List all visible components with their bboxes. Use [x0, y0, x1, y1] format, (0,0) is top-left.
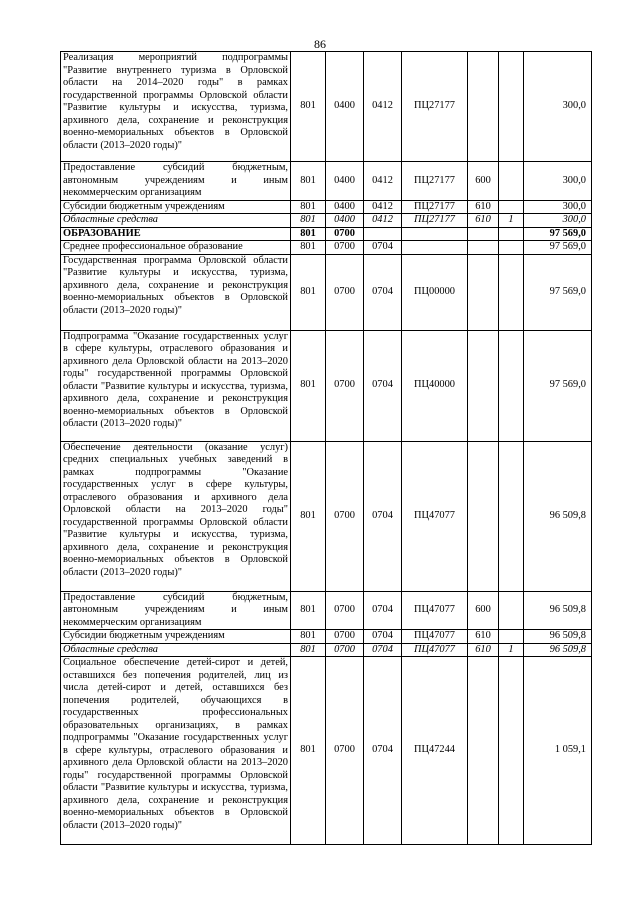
row-description: ОБРАЗОВАНИЕ — [61, 227, 291, 241]
funding-code: 1 — [499, 214, 524, 228]
ministry-code: 801 — [291, 591, 326, 630]
subsection-code: 0704 — [364, 643, 402, 657]
table-row — [61, 591, 592, 630]
row-description: Субсидии бюджетным учреждениям — [61, 630, 291, 644]
subsection-code: 0704 — [364, 657, 402, 845]
target-code: ПЦ27177 — [402, 200, 468, 214]
funding-code — [499, 630, 524, 644]
expense-type — [468, 254, 499, 330]
amount: 1 059,1 — [524, 657, 592, 845]
subsection-code: 0412 — [364, 52, 402, 162]
row-description: Среднее профессиональное образование — [61, 241, 291, 255]
subsection-code: 0412 — [364, 200, 402, 214]
table-row — [61, 241, 592, 255]
amount: 97 569,0 — [524, 227, 592, 241]
section-code: 0400 — [326, 200, 364, 214]
subsection-code: 0704 — [364, 241, 402, 255]
amount: 300,0 — [524, 52, 592, 162]
row-description: Областные средства — [61, 643, 291, 657]
expense-type: 610 — [468, 643, 499, 657]
funding-code — [499, 52, 524, 162]
target-code: ПЦ47077 — [402, 591, 468, 630]
subsection-code: 0704 — [364, 591, 402, 630]
table-row — [61, 330, 592, 441]
section-code: 0400 — [326, 214, 364, 228]
section-code: 0700 — [326, 227, 364, 241]
funding-code — [499, 200, 524, 214]
table-row — [61, 254, 592, 330]
funding-code — [499, 162, 524, 201]
target-code: ПЦ47077 — [402, 643, 468, 657]
subsection-code: 0704 — [364, 441, 402, 591]
expense-type — [468, 441, 499, 591]
row-description: Социальное обеспечение детей-сирот и детей, оставшихся без попечения родителей, лиц из числа детей-сирот и детей, оставшихся без попечения родителей, обучающихся в государственных профессиональных образовательных организациях, в рамках подпрограммы "Оказание государственных услуг в сфере культуры, отраслевого образования и архивного дела Орловской области на 2013–2020 годы" государственной программы Орловской области "Развитие культуры и искусства, туризма, архивного дела, сохранение и реконструкция военно-мемориальных объектов в Орловской области (2013–2020 годы)" — [61, 657, 291, 845]
amount: 97 569,0 — [524, 254, 592, 330]
row-description: Обеспечение деятельности (оказание услуг) средних специальных учебных заведений в рамках подпрограммы "Оказание государственных услуг в сфере культуры, отраслевого образования и архивного дела Орловской области на 2013–2020 годы" государственной программы Орловской области "Развитие культуры и искусства, туризма, архивного дела, сохранение и реконструкция военно-мемориальных объектов в Орловской области (2013–2020 годы)" — [61, 441, 291, 591]
expense-type: 610 — [468, 214, 499, 228]
ministry-code: 801 — [291, 227, 326, 241]
funding-code: 1 — [499, 643, 524, 657]
subsection-code: 0412 — [364, 214, 402, 228]
expense-type: 610 — [468, 200, 499, 214]
ministry-code: 801 — [291, 441, 326, 591]
subsection-code: 0704 — [364, 330, 402, 441]
row-description: Областные средства — [61, 214, 291, 228]
expense-type: 610 — [468, 630, 499, 644]
funding-code — [499, 591, 524, 630]
target-code — [402, 241, 468, 255]
section-code: 0700 — [326, 330, 364, 441]
expense-type — [468, 52, 499, 162]
table-row — [61, 52, 592, 162]
page-number: 86 — [314, 37, 326, 51]
amount: 96 509,8 — [524, 441, 592, 591]
amount: 96 509,8 — [524, 643, 592, 657]
ministry-code: 801 — [291, 630, 326, 644]
ministry-code: 801 — [291, 162, 326, 201]
expense-type — [468, 241, 499, 255]
table-row — [61, 227, 592, 241]
target-code: ПЦ47077 — [402, 630, 468, 644]
expense-type: 600 — [468, 162, 499, 201]
expense-type — [468, 657, 499, 845]
subsection-code: 0704 — [364, 254, 402, 330]
section-code: 0700 — [326, 657, 364, 845]
table-row — [61, 657, 592, 845]
amount: 97 569,0 — [524, 241, 592, 255]
funding-code — [499, 330, 524, 441]
funding-code — [499, 657, 524, 845]
amount: 96 509,8 — [524, 591, 592, 630]
ministry-code: 801 — [291, 241, 326, 255]
table-row — [61, 630, 592, 644]
table-row — [61, 200, 592, 214]
section-code: 0700 — [326, 241, 364, 255]
target-code — [402, 227, 468, 241]
section-code: 0700 — [326, 254, 364, 330]
table-row — [61, 441, 592, 591]
row-description: Подпрограмма "Оказание государственных услуг в сфере культуры, отраслевого образования и архивного дела Орловской области на 2013–2020 годы" государственной программы Орловской области "Развитие культуры и искусства, туризма, архивного дела, сохранение и реконструкция военно-мемориальных объектов в Орловской области (2013–2020 годы)" — [61, 330, 291, 441]
target-code: ПЦ27177 — [402, 52, 468, 162]
table-row — [61, 643, 592, 657]
section-code: 0700 — [326, 591, 364, 630]
amount: 300,0 — [524, 162, 592, 201]
ministry-code: 801 — [291, 214, 326, 228]
amount: 96 509,8 — [524, 630, 592, 644]
target-code: ПЦ47244 — [402, 657, 468, 845]
expense-type — [468, 330, 499, 441]
ministry-code: 801 — [291, 200, 326, 214]
amount: 97 569,0 — [524, 330, 592, 441]
section-code: 0700 — [326, 441, 364, 591]
amount: 300,0 — [524, 200, 592, 214]
funding-code — [499, 227, 524, 241]
target-code: ПЦ40000 — [402, 330, 468, 441]
expense-type: 600 — [468, 591, 499, 630]
section-code: 0700 — [326, 630, 364, 644]
row-description: Реализация мероприятий подпрограммы "Развитие внутреннего туризма в Орловской области на 2014–2020 годы" в рамках государственной программы Орловской области "Развитие культуры и искусства, туризма, архивного дела, сохранение и реконструкция военно-мемориальных объектов в Орловской области (2013–2020 годы)" — [61, 52, 291, 162]
section-code: 0400 — [326, 52, 364, 162]
ministry-code: 801 — [291, 52, 326, 162]
section-code: 0400 — [326, 162, 364, 201]
subsection-code: 0412 — [364, 162, 402, 201]
funding-code — [499, 241, 524, 255]
row-description: Государственная программа Орловской области "Развитие культуры и искусства, туризма, архивного дела, сохранение и реконструкция военно-мемориальных объектов в Орловской области (2013–2020 годы)" — [61, 254, 291, 330]
target-code: ПЦ47077 — [402, 441, 468, 591]
row-description: Предоставление субсидий бюджетным, автономным учреждениям и иным некоммерческим организациям — [61, 591, 291, 630]
table-row — [61, 162, 592, 201]
subsection-code — [364, 227, 402, 241]
row-description: Предоставление субсидий бюджетным, автономным учреждениям и иным некоммерческим организациям — [61, 162, 291, 201]
section-code: 0700 — [326, 643, 364, 657]
expense-type — [468, 227, 499, 241]
subsection-code: 0704 — [364, 630, 402, 644]
ministry-code: 801 — [291, 330, 326, 441]
target-code: ПЦ27177 — [402, 162, 468, 201]
target-code: ПЦ00000 — [402, 254, 468, 330]
row-description: Субсидии бюджетным учреждениям — [61, 200, 291, 214]
table-row — [61, 214, 592, 228]
ministry-code: 801 — [291, 643, 326, 657]
ministry-code: 801 — [291, 657, 326, 845]
budget-table — [60, 51, 592, 845]
amount: 300,0 — [524, 214, 592, 228]
funding-code — [499, 441, 524, 591]
ministry-code: 801 — [291, 254, 326, 330]
funding-code — [499, 254, 524, 330]
target-code: ПЦ27177 — [402, 214, 468, 228]
